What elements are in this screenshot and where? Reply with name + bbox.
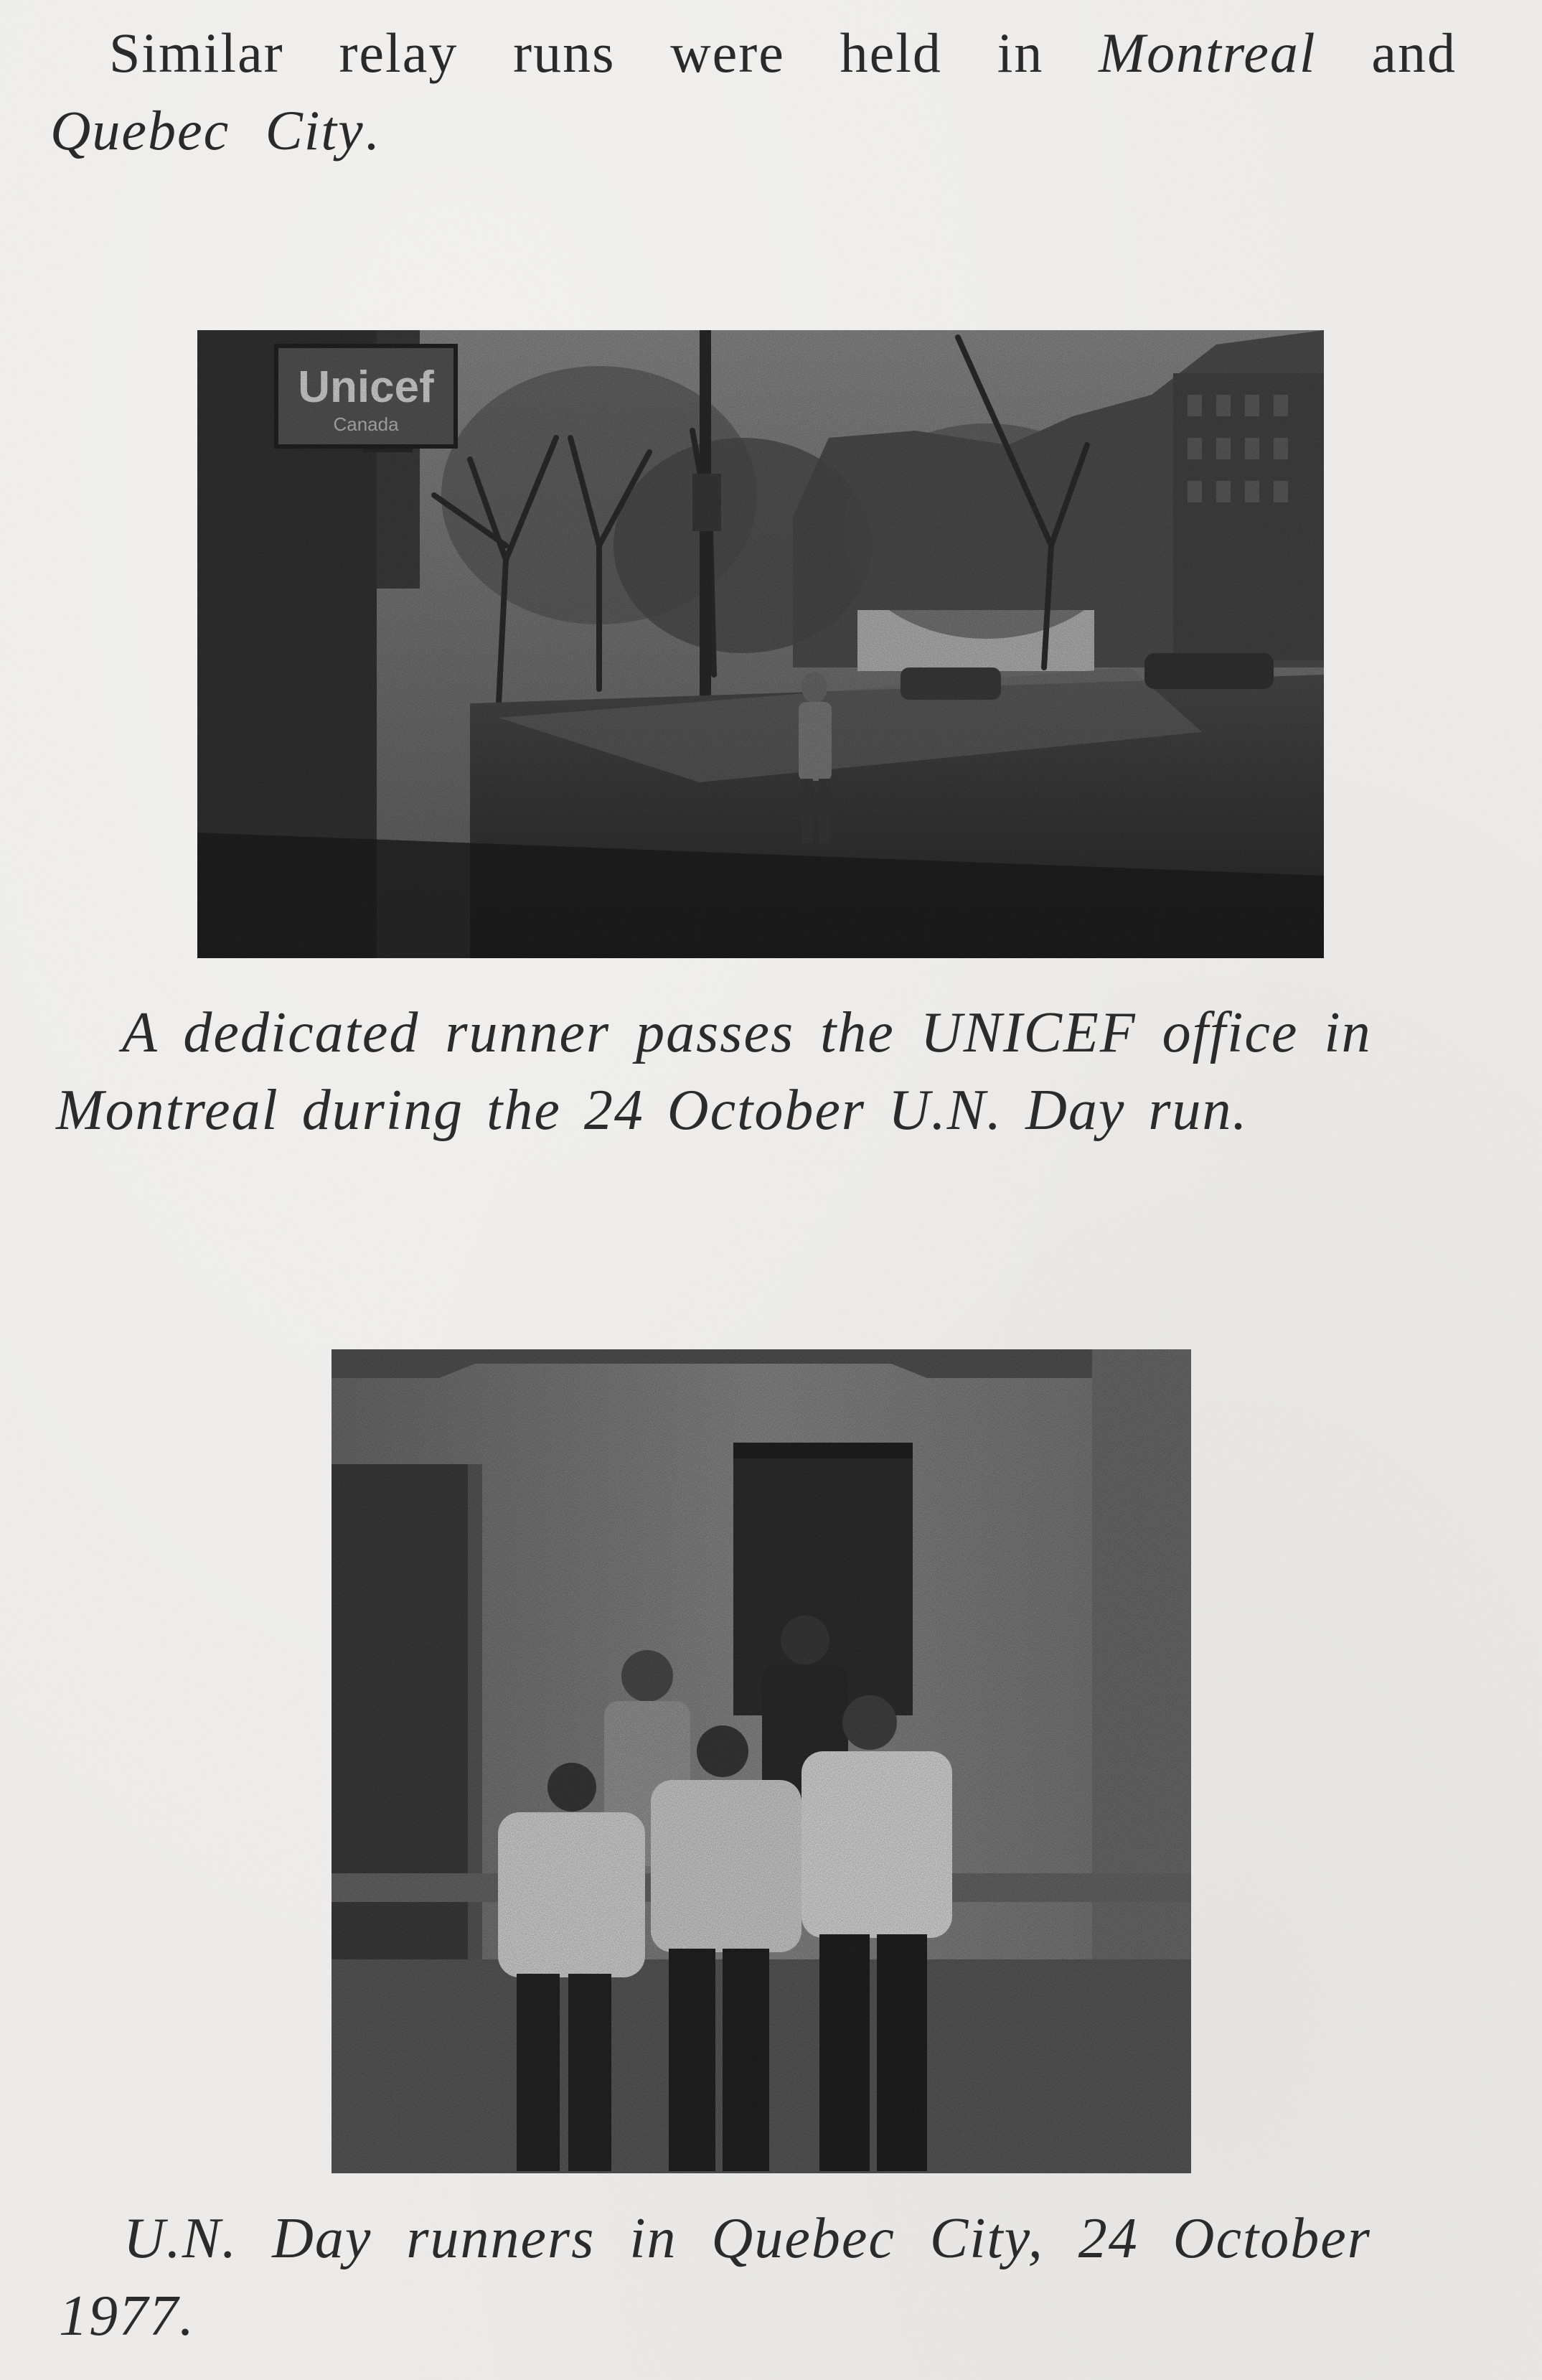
photo-montreal-street: [197, 330, 1324, 958]
intro-line-2: [50, 92, 1457, 169]
intro-paragraph: [50, 14, 1457, 169]
photo-quebec-runners: [332, 1349, 1191, 2173]
caption-montreal-line-2: Montreal during the 24 October U.N. Day run.: [56, 1079, 1249, 1142]
intro-text-a: Similar relay runs were held in: [109, 22, 1099, 84]
intro-line-1: [50, 14, 1457, 92]
caption-quebec: [59, 2200, 1480, 2355]
caption-montreal-line-1: A dedicated runner passes the UNICEF office in: [122, 1001, 1372, 1064]
caption-quebec-line-1: U.N. Day runners in Quebec City, 24 October: [123, 2207, 1371, 2270]
intro-city-montreal: Montreal: [1099, 22, 1317, 84]
intro-text-b: and: [1316, 22, 1457, 84]
caption-montreal: [56, 994, 1477, 1149]
caption-quebec-line-2: 1977.: [59, 2285, 195, 2348]
intro-city-quebec: Quebec City: [50, 99, 365, 161]
intro-period: .: [364, 99, 380, 161]
